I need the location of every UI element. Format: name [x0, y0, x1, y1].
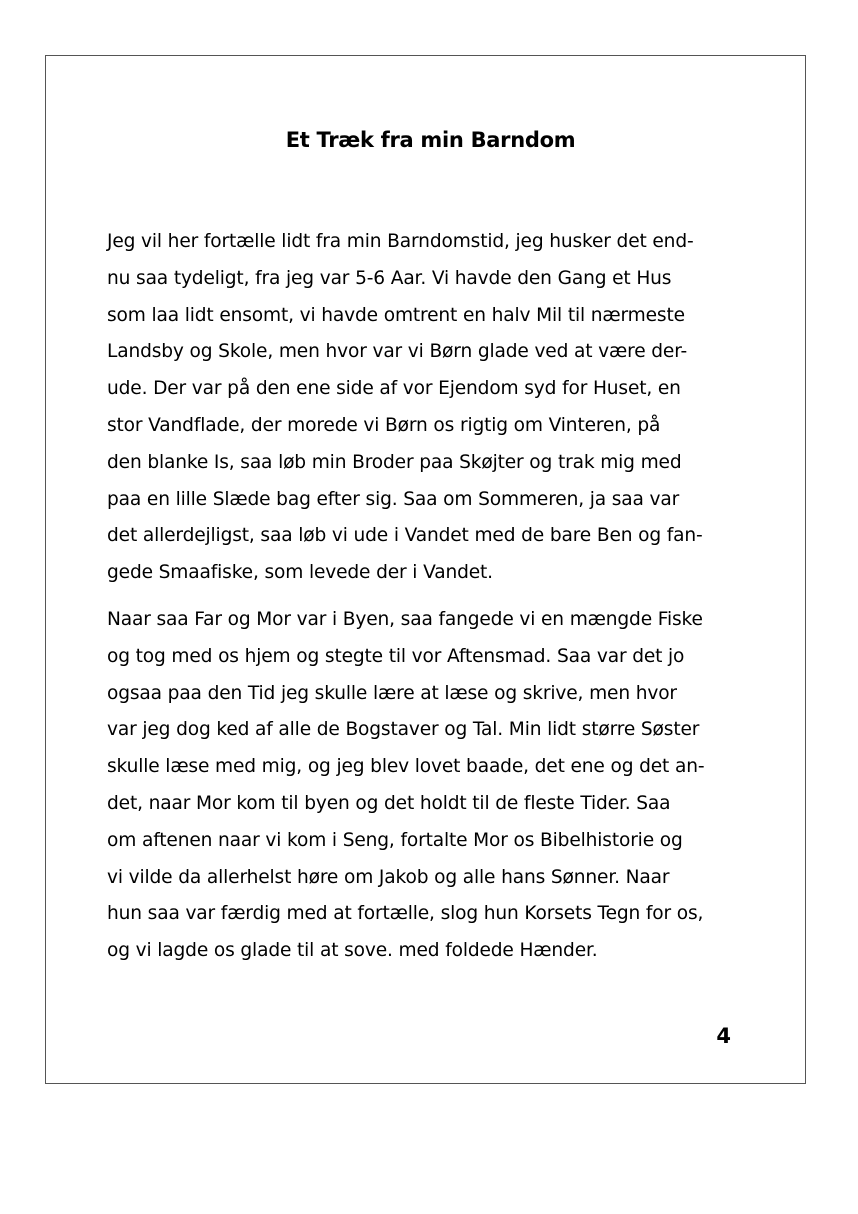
- text-line: Naar saa Far og Mor var i Byen, saa fangede vi en mængde Fiske: [107, 608, 703, 630]
- text-line: den blanke Is, saa løb min Broder paa Skøjter og trak mig med: [107, 451, 682, 473]
- text-line: ude. Der var på den ene side af vor Ejendom syd for Huset, en: [107, 378, 681, 400]
- text-line: var jeg dog ked af alle de Bogstaver og Tal. Min lidt større Søster: [107, 719, 700, 741]
- text-line: det, naar Mor kom til byen og det holdt til de fleste Tider. Saa: [107, 792, 671, 814]
- text-line: skulle læse med mig, og jeg blev lovet baade, det ene og det an-: [107, 756, 705, 778]
- text-line: hun saa var færdig med at fortælle, slog hun Korsets Tegn for os,: [107, 903, 704, 925]
- text-line: gede Smaafiske, som levede der i Vandet.: [107, 562, 493, 584]
- page-title: Et Træk fra min Barndom: [285, 128, 576, 152]
- text-line: nu saa tydeligt, fra jeg var 5-6 Aar. Vi havde den Gang et Hus: [107, 267, 672, 289]
- text-line: stor Vandflade, der morede vi Børn os rigtig om Vinteren, på: [107, 414, 661, 436]
- page-number: 4: [716, 1024, 731, 1048]
- page-frame: [45, 55, 806, 1084]
- paragraph-2: [107, 602, 742, 970]
- text-line: ogsaa paa den Tid jeg skulle lære at læse og skrive, men hvor: [107, 682, 677, 704]
- text-line: Landsby og Skole, men hvor var vi Børn glade ved at være der-: [107, 341, 688, 363]
- paragraph-1: [107, 224, 742, 592]
- text-line: om aftenen naar vi kom i Seng, fortalte Mor os Bibelhistorie og: [107, 829, 683, 851]
- body-text: [107, 224, 742, 970]
- text-line: og tog med os hjem og stegte til vor Aftensmad. Saa var det jo: [107, 645, 685, 667]
- text-line: som laa lidt ensomt, vi havde omtrent en halv Mil til nærmeste: [107, 304, 685, 326]
- paragraph-spacer: [107, 592, 742, 602]
- text-line: Jeg vil her fortælle lidt fra min Barndomstid, jeg husker det end-: [107, 231, 694, 252]
- text-line: vi vilde da allerhelst høre om Jakob og alle hans Sønner. Naar: [107, 866, 670, 888]
- text-line: det allerdejligst, saa løb vi ude i Vandet med de bare Ben og fan-: [107, 525, 703, 547]
- text-line: paa en lille Slæde bag efter sig. Saa om Sommeren, ja saa var: [107, 488, 680, 510]
- text-line: og vi lagde os glade til at sove. med foldede Hænder.: [107, 940, 598, 962]
